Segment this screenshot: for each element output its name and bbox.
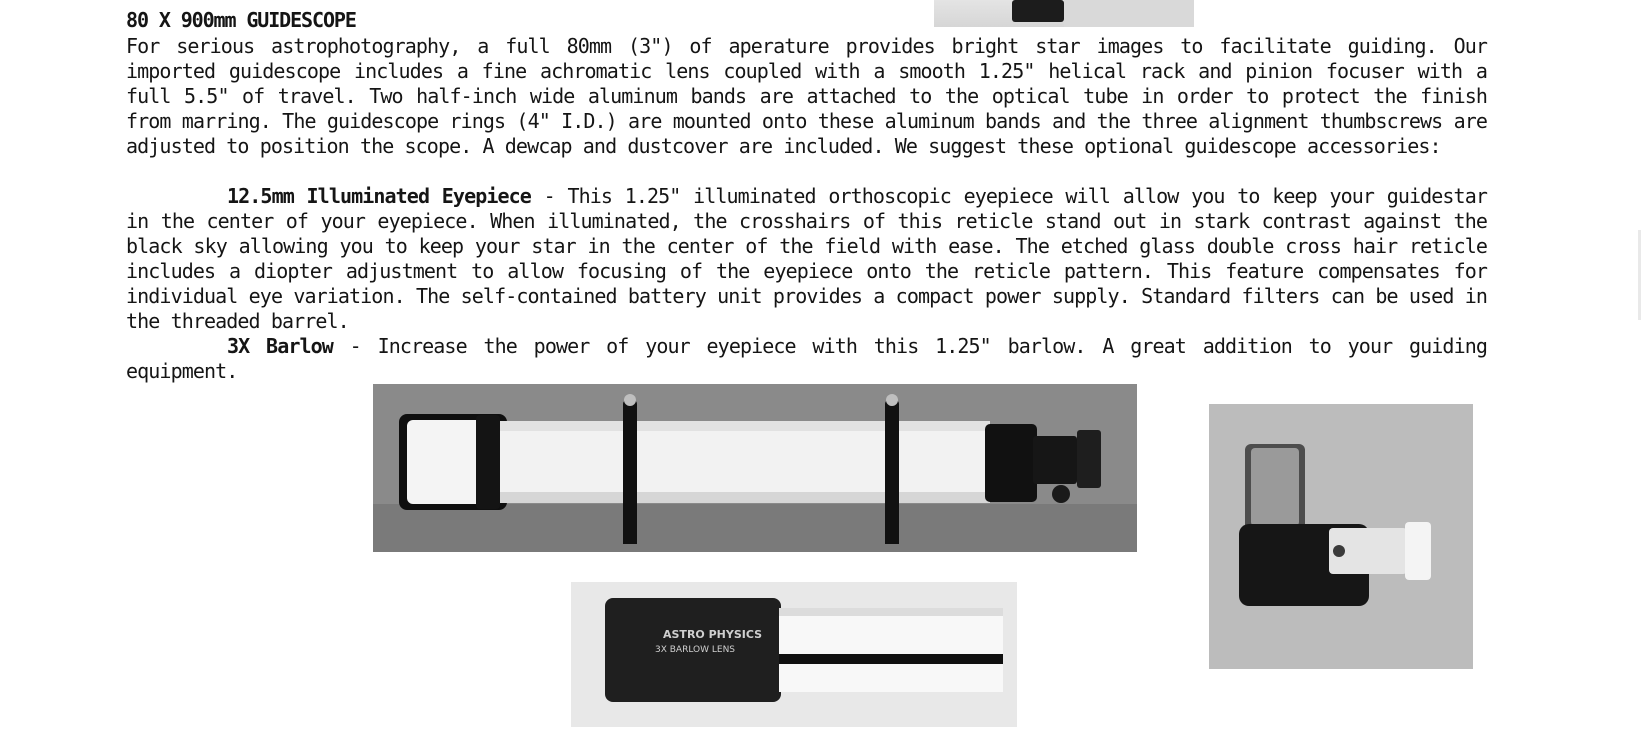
accessory-barlow-paragraph <box>126 334 1487 384</box>
illuminated-eyepiece-graphic <box>1209 404 1473 669</box>
accessory-eyepiece-description: - This 1.25" illuminated orthoscopic eyepiece will allow you to keep your guidestar in the center of your eyepiece. When illuminated, the crosshairs of this reticle stand out in stark contrast against the black sky allowing you to keep your star in the center of the field with ease. The etched glass double cross hair reticle includes a diopter adjustment to allow focusing of the eyepiece onto the reticle pattern. This feature compensates for individual eye variation. The self-contained battery unit provides a compact power supply. Standard filters can be used in the threaded barrel. <box>126 184 1487 333</box>
barlow-graphic <box>571 582 1017 727</box>
accessory-eyepiece-paragraph <box>126 184 1487 334</box>
partial-photo-top <box>934 0 1194 27</box>
accessory-eyepiece-name: 12.5mm Illuminated Eyepiece <box>227 184 531 208</box>
barlow-label-line1: ASTRO PHYSICS <box>663 628 763 641</box>
guidescope-photo <box>373 384 1137 552</box>
page-edge-shadow <box>1638 230 1641 320</box>
accessory-barlow-name: 3X Barlow <box>227 334 333 358</box>
barlow-label-line2: 3X BARLOW LENS <box>655 645 736 655</box>
guidescope-graphic <box>373 384 1137 552</box>
accessory-barlow-description: - Increase the power of your eyepiece with this 1.25" barlow. A great addition to your guiding equipment. <box>126 334 1487 383</box>
partial-photo-graphic <box>934 0 1194 27</box>
section-heading: 80 X 900mm GUIDESCOPE <box>126 8 356 32</box>
barlow-photo <box>571 582 1017 727</box>
illuminated-eyepiece-photo <box>1209 404 1473 669</box>
intro-paragraph: For serious astrophotography, a full 80mm (3") of aperature provides bright star images to facilitate guiding. Our imported guidescope includes a fine achromatic lens coupled with a smooth 1.25" helical rack and pinion focuser with a full 5.5" of travel. Two half-inch wide aluminum bands are attached to the optical tube in order to protect the finish from marring. The guidescope rings (4" I.D.) are mounted onto these aluminum bands and the three alignment thumbscrews are adjusted to position the scope. A dewcap and dustcover are included. We suggest these optional guidescope accessories: <box>126 34 1487 158</box>
